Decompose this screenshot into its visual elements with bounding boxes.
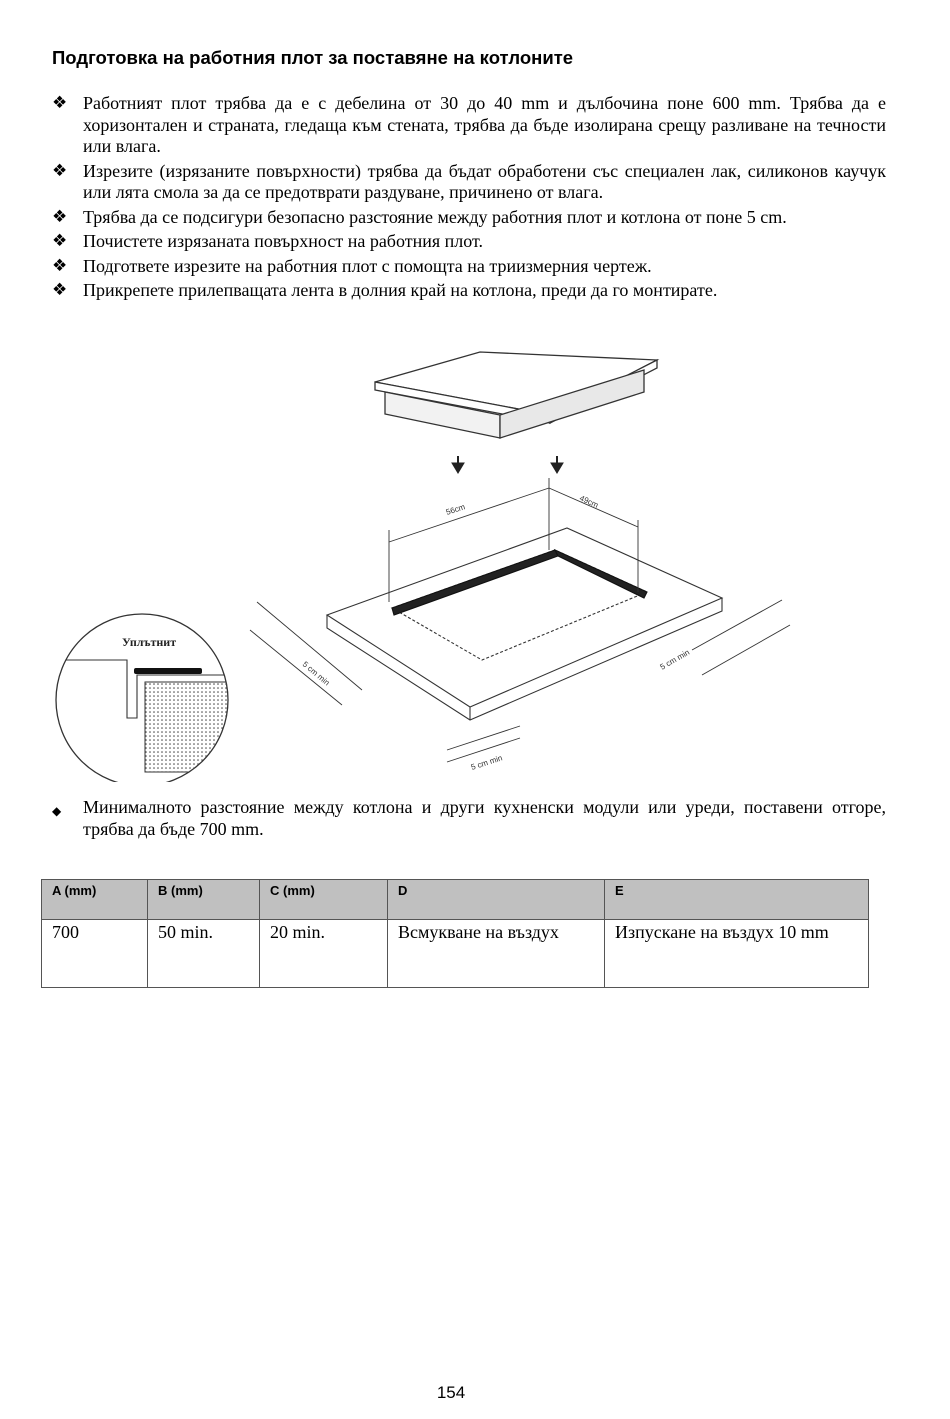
instruction-text: Подгответе изрезите на работния плот с помощта на триизмерния чертеж.	[83, 255, 652, 276]
list-item	[52, 280, 886, 302]
list-item	[52, 161, 886, 204]
depth-dimension-label: 49cm	[578, 493, 600, 510]
instruction-text: Работният плот трябва да е с дебелина от 30 до 40 mm и дълбочина поне 600 mm. Трябва да е хоризонтален и страната, гледаща към стената, трябва да бъде изолирана срещу разливане на течности или влага.	[83, 93, 886, 156]
right-gap-label: 5 cm min	[658, 647, 692, 672]
list-item	[52, 797, 886, 840]
note-text: Минималното разстояние между котлона и други кухненски модули или уреди, поставени отгоре, трябва да бъде 700 mm.	[83, 797, 886, 839]
column-header: C (mm)	[260, 880, 388, 920]
column-header: E	[605, 880, 869, 920]
clearance-table	[41, 879, 869, 988]
width-dimension-label: 56cm	[444, 502, 467, 517]
left-gap-label: 5 cm min	[300, 659, 332, 688]
diamond-bullet-icon: ❖	[52, 93, 68, 113]
instruction-list	[52, 93, 886, 305]
list-item	[52, 256, 886, 278]
column-header: B (mm)	[148, 880, 260, 920]
table-cell: 700	[42, 920, 148, 988]
note-item	[52, 797, 886, 843]
diamond-bullet-icon: ❖	[52, 280, 68, 300]
page-heading: Подготовка на работния плот за поставяне на котлоните	[52, 47, 574, 68]
table-header-row	[42, 880, 869, 920]
seal-detail-circle	[52, 614, 235, 782]
instruction-text: Почистете изрязаната повърхност на работния плот.	[83, 231, 484, 251]
column-header: A (mm)	[42, 880, 148, 920]
seal-label: Уплътнит	[122, 635, 177, 649]
list-item	[52, 93, 886, 158]
page-number: 154	[436, 1383, 466, 1402]
diamond-bullet-icon: ❖	[52, 206, 68, 227]
table-cell: 20 min.	[260, 920, 388, 988]
front-gap-label: 5 cm min	[469, 753, 504, 772]
table-cell: Всмукване на въздух	[388, 920, 605, 988]
down-arrow-icon	[452, 456, 563, 473]
list-item	[52, 207, 886, 229]
column-header: D	[388, 880, 605, 920]
worktop-drawing	[327, 528, 722, 720]
instruction-text: Трябва да се подсигури безопасно разстояние между работния плот и котлона от поне 5 cm.	[83, 206, 787, 227]
list-item	[52, 231, 886, 253]
instruction-text: Прикрепете прилепващата лента в долния край на котлона, преди да го монтирате.	[83, 280, 718, 300]
installation-drawing	[52, 330, 842, 782]
diamond-bullet-icon: ◆	[52, 804, 62, 818]
table-cell: Изпускане на въздух 10 mm	[605, 920, 869, 988]
instruction-text: Изрезите (изрязаните повърхности) трябва да бъдат обработени със специален лак, силиконов каучук или лята смола за да се предотврати раздуване, причинено от влага.	[83, 160, 886, 202]
diamond-bullet-icon: ❖	[52, 160, 68, 181]
diamond-bullet-icon: ❖	[52, 255, 68, 276]
table-cell: 50 min.	[148, 920, 260, 988]
table-row	[42, 920, 869, 988]
diamond-bullet-icon: ❖	[52, 231, 68, 251]
hob-drawing	[375, 352, 657, 438]
note-list	[52, 797, 886, 840]
